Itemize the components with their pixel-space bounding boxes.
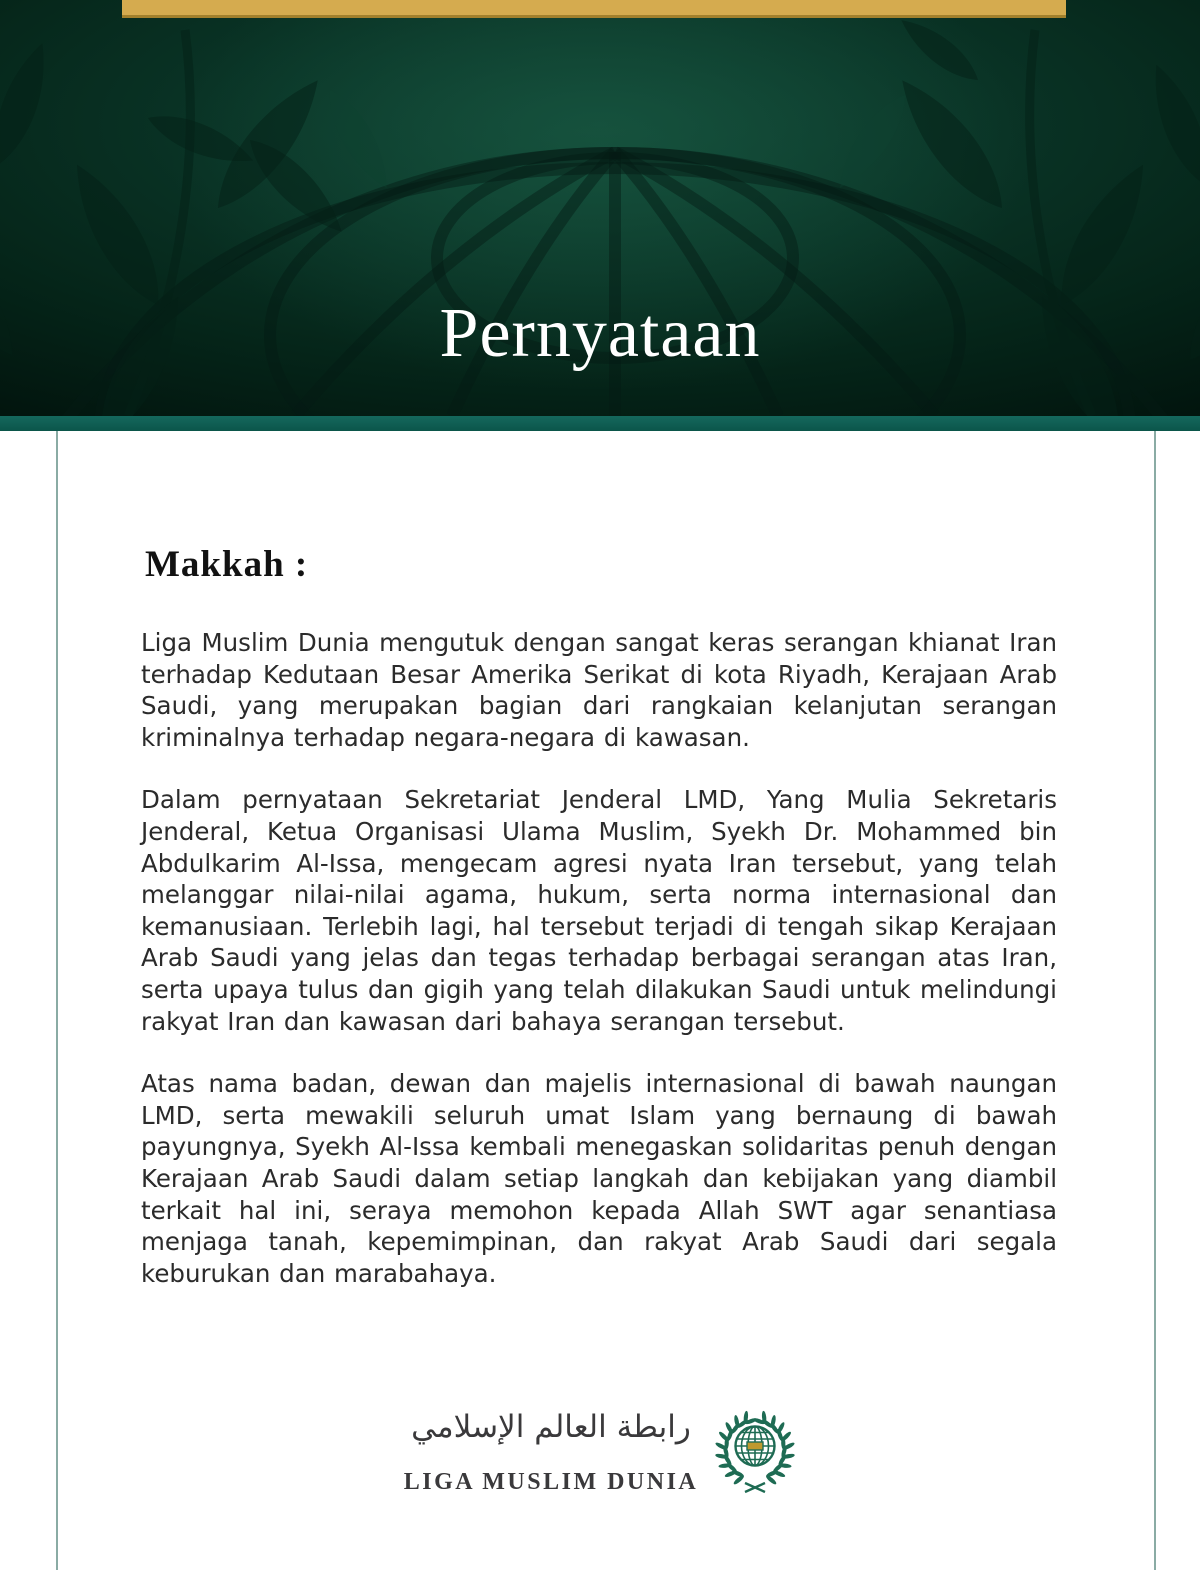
header-banner [0, 0, 1200, 416]
location-heading: Makkah : [145, 544, 309, 585]
teal-divider-bar [0, 416, 1200, 431]
statement-body [141, 431, 1057, 1320]
statement-paragraph: Atas nama badan, dewan dan majelis internasional di bawah naungan LMD, serta mewakili seluruh umat Islam yang bernaung di bawah payungnya, Syekh Al-Issa kembali menegaskan solidaritas penuh dengan Kerajaan Arab Saudi dalam setiap langkah dan kebijakan yang diambil terkait hal ini, seraya memohon kepada Allah SWT agar senantiasa menjaga tanah, kepemimpinan, dan rakyat Arab Saudi dari segala keburukan dan marabahaya. [141, 1069, 1057, 1288]
statement-paragraph: Liga Muslim Dunia mengutuk dengan sangat keras serangan khianat Iran terhadap Kedutaan Besar Amerika Serikat di kota Riyadh, Kerajaan Arab Saudi, yang merupakan bagian dari rangkaian kelanjutan serangan kriminalnya terhadap negara-negara di kawasan. [141, 628, 1057, 752]
statement-title: Pernyataan [439, 295, 761, 372]
logo-text-block [404, 1408, 699, 1494]
logo-org-name: LIGA MUSLIM DUNIA [403, 1469, 699, 1495]
logo-arabic-calligraphy: رابطة العالم الإسلامي [411, 1409, 691, 1445]
mwl-emblem-icon [714, 1408, 796, 1494]
statement-paragraph: Dalam pernyataan Sekretariat Jenderal LMD, Yang Mulia Sekretaris Jenderal, Ketua Organisasi Ulama Muslim, Syekh Dr. Mohammed bin Abdulkarim Al-Issa, mengecam agresi nyata Iran tersebut, yang telah melanggar nilai-nilai agama, hukum, serta norma internasional dan kemanusiaan. Terlebih lagi, hal tersebut terjadi di tengah sikap Kerajaan Arab Saudi yang jelas dan tegas terhadap berbagai serangan atas Iran, serta upaya tulus dan gigih yang telah dilakukan Saudi untuk melindungi rakyat Iran dan kawasan dari bahaya serangan tersebut. [141, 785, 1057, 1036]
right-rule-line [1154, 431, 1156, 1570]
paragraph-block [141, 627, 1057, 1289]
gold-accent-bar [122, 0, 1066, 18]
organization-logo [0, 1408, 1200, 1494]
left-rule-line [56, 431, 58, 1570]
